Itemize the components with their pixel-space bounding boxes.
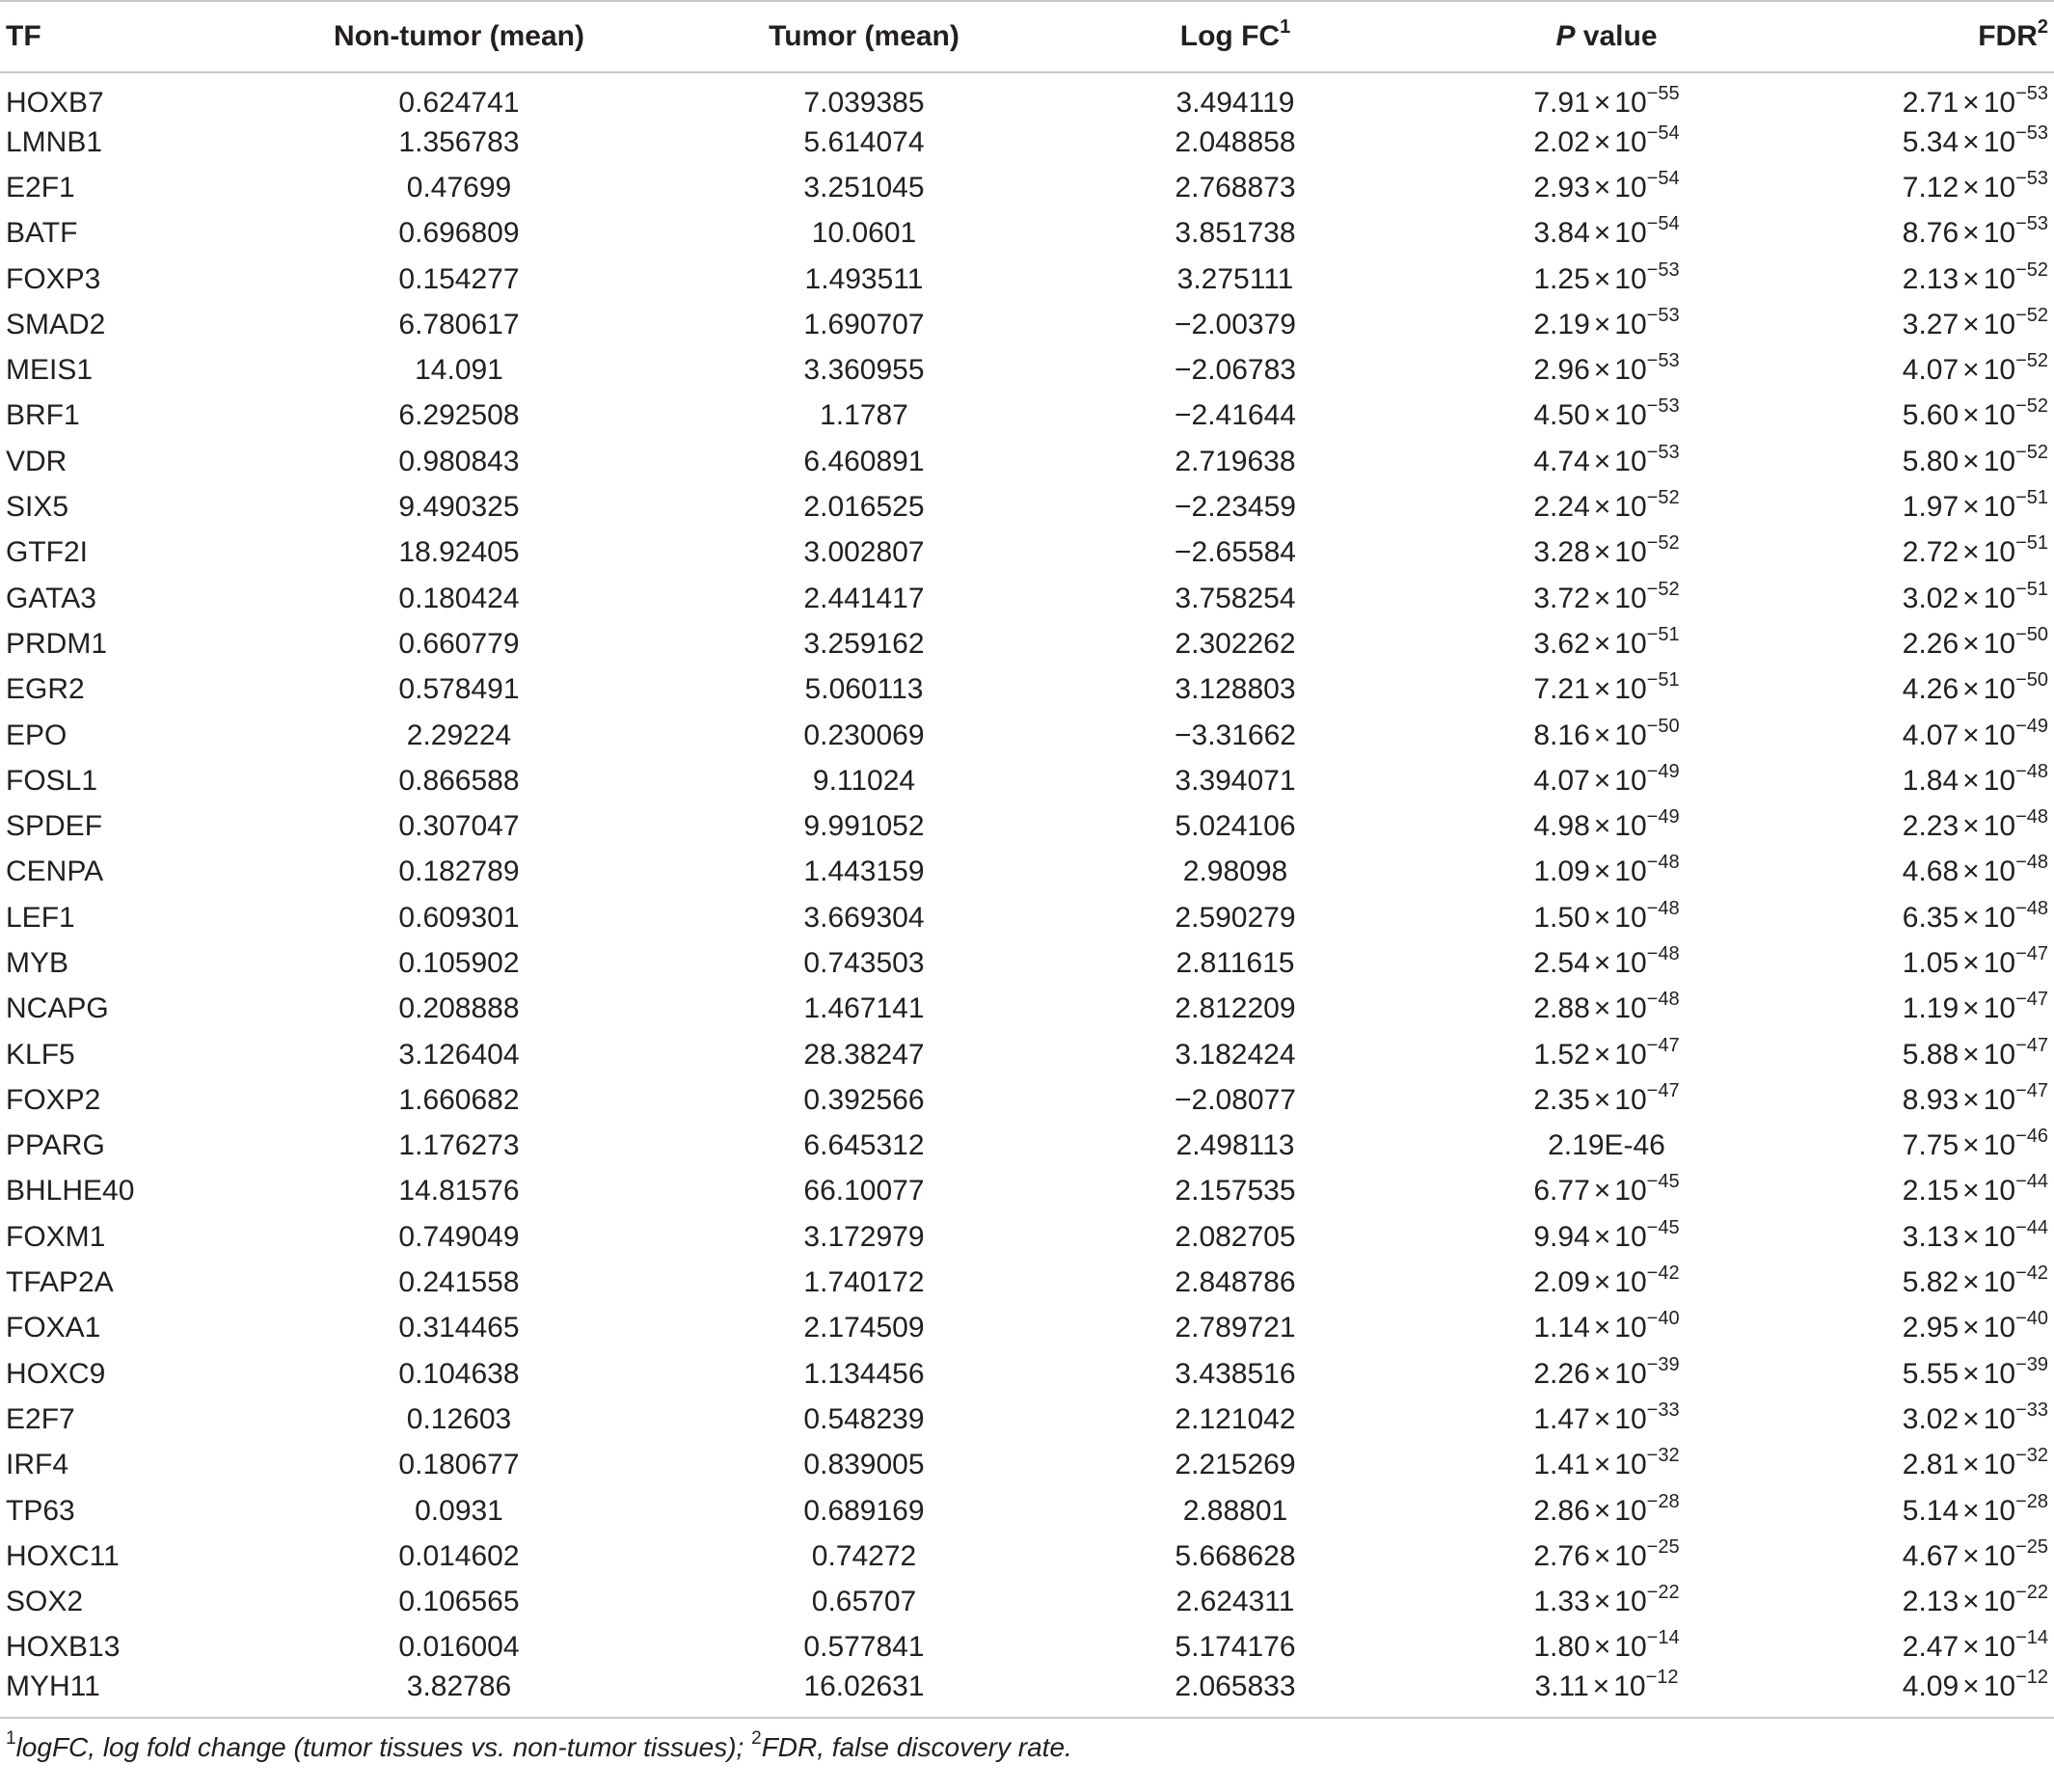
- cell-tumor-mean: 3.251045: [803, 171, 925, 204]
- cell-log-fc: 2.302262: [1175, 627, 1296, 660]
- table-row: [0, 667, 2054, 713]
- cell-fdr: $5.82 \times 10^{-42}$: [1902, 1263, 2048, 1299]
- cell-tf: MYH11: [0, 1670, 247, 1718]
- cell-tumor-mean: 0.230069: [803, 719, 925, 751]
- cell-p-value: $4.50 \times 10^{-53}$: [1533, 395, 1680, 432]
- cell-log-fc: 2.498113: [1176, 1129, 1295, 1162]
- cell-log-fc: −2.23459: [1175, 491, 1296, 524]
- cell-non-tumor-mean: 0.314465: [398, 1312, 520, 1344]
- table-row: [0, 1443, 2054, 1488]
- cell-p-value: $6.77 \times 10^{-45}$: [1533, 1171, 1680, 1208]
- table-row: [0, 895, 2054, 940]
- table-row: [0, 1077, 2054, 1123]
- cell-fdr: $7.12 \times 10^{-53}$: [1902, 167, 2048, 204]
- cell-tf: LEF1: [6, 901, 75, 934]
- cell-non-tumor-mean: 0.47699: [406, 171, 512, 204]
- cell-fdr: $2.23 \times 10^{-48}$: [1902, 806, 2048, 843]
- cell-log-fc: 2.082705: [1175, 1220, 1296, 1253]
- cell-tumor-mean: 0.577841: [803, 1631, 925, 1664]
- cell-tumor-mean: 6.460891: [803, 445, 925, 477]
- cell-fdr: $5.14 \times 10^{-28}$: [1902, 1490, 2048, 1527]
- cell-log-fc: 3.438516: [1175, 1357, 1296, 1390]
- cell-p-value: $2.09 \times 10^{-42}$: [1533, 1263, 1680, 1299]
- cell-fdr: $8.76 \times 10^{-53}$: [1902, 213, 2048, 250]
- cell-p-value: $2.88 \times 10^{-48}$: [1533, 989, 1680, 1025]
- cell-non-tumor-mean: 0.12603: [406, 1402, 512, 1435]
- cell-tf: EPO: [6, 719, 68, 751]
- cell-log-fc: 3.182424: [1175, 1038, 1296, 1071]
- cell-tf: FOXP2: [6, 1083, 101, 1116]
- cell-log-fc: −2.65584: [1175, 536, 1296, 569]
- cell-tf: SMAD2: [6, 308, 106, 340]
- cell-non-tumor-mean: 3.82786: [247, 1670, 671, 1718]
- cell-p-value: $3.72 \times 10^{-52}$: [1533, 578, 1680, 614]
- cell-non-tumor-mean: 0.0931: [415, 1494, 503, 1527]
- cell-tumor-mean: 0.65707: [811, 1586, 917, 1618]
- cell-log-fc: 2.848786: [1175, 1266, 1296, 1299]
- cell-tumor-mean: 10.0601: [811, 217, 917, 250]
- cell-tumor-mean: 5.614074: [803, 125, 925, 158]
- cell-non-tumor-mean: 0.104638: [398, 1357, 520, 1390]
- header-tf: TF: [0, 1, 247, 72]
- cell-log-fc: 2.624311: [1176, 1586, 1295, 1618]
- table-row: [0, 1625, 2054, 1670]
- cell-tumor-mean: 1.443159: [803, 855, 925, 888]
- table-row: [0, 1397, 2054, 1442]
- cell-fdr: $4.68 \times 10^{-48}$: [1902, 852, 2048, 888]
- cell-fdr: $1.84 \times 10^{-48}$: [1902, 760, 2048, 797]
- cell-tumor-mean: 1.1787: [820, 399, 908, 432]
- cell-non-tumor-mean: 18.92405: [398, 536, 520, 569]
- cell-tf: KLF5: [6, 1038, 75, 1071]
- cell-tf: SOX2: [6, 1586, 84, 1618]
- cell-tf: MEIS1: [6, 354, 94, 387]
- header-fdr: FDR$^2$: [1799, 1, 2054, 72]
- cell-p-value: 2.19E-46: [1548, 1129, 1665, 1162]
- cell-tumor-mean: 9.991052: [803, 810, 925, 843]
- cell-p-value: $1.33 \times 10^{-22}$: [1533, 1582, 1680, 1618]
- cell-tf: HOXB13: [6, 1631, 121, 1664]
- cell-tumor-mean: 1.740172: [803, 1266, 925, 1299]
- cell-tf: FOXA1: [6, 1312, 101, 1344]
- cell-log-fc: 2.811615: [1176, 946, 1295, 979]
- header-log-fc: Log $FC^1$: [1057, 1, 1414, 72]
- cell-log-fc: 2.812209: [1175, 992, 1296, 1025]
- cell-fdr: $2.47 \times 10^{-14}$: [1902, 1627, 2048, 1664]
- cell-fdr: $5.80 \times 10^{-52}$: [1902, 441, 2048, 477]
- cell-fdr: $7.75 \times 10^{-46}$: [1902, 1126, 2048, 1162]
- cell-p-value: $4.98 \times 10^{-49}$: [1533, 806, 1680, 843]
- table-row: [0, 530, 2054, 576]
- cell-log-fc: 5.668628: [1175, 1539, 1296, 1572]
- cell-fdr: $4.09 \times 10^{-12}$: [1799, 1670, 2054, 1718]
- cell-p-value: $2.86 \times 10^{-28}$: [1533, 1490, 1680, 1527]
- cell-tumor-mean: 0.392566: [803, 1083, 925, 1116]
- cell-fdr: $3.02 \times 10^{-51}$: [1902, 578, 2048, 614]
- cell-fdr: $2.15 \times 10^{-44}$: [1902, 1171, 2048, 1208]
- cell-tf: PRDM1: [6, 627, 108, 660]
- cell-p-value: $2.76 \times 10^{-25}$: [1533, 1535, 1680, 1572]
- cell-tf: SIX5: [6, 491, 69, 524]
- cell-tumor-mean: 1.690707: [803, 308, 925, 340]
- cell-log-fc: 2.719638: [1175, 445, 1296, 477]
- cell-tumor-mean: 7.039385: [803, 87, 925, 119]
- table-header-row: [0, 1, 2054, 72]
- table-row: [0, 1169, 2054, 1214]
- cell-tf: NCAPG: [6, 992, 109, 1025]
- cell-p-value: $1.25 \times 10^{-53}$: [1533, 258, 1680, 295]
- cell-tumor-mean: 0.839005: [803, 1449, 925, 1481]
- cell-tf: E2F7: [6, 1402, 75, 1435]
- table-row: [0, 1351, 2054, 1397]
- table-row: [0, 165, 2054, 210]
- table-row: [0, 1306, 2054, 1351]
- cell-tf: HOXC11: [6, 1539, 120, 1572]
- cell-tumor-mean: 66.10077: [803, 1175, 925, 1208]
- cell-fdr: $2.72 \times 10^{-51}$: [1902, 532, 2048, 569]
- cell-p-value: $2.35 \times 10^{-47}$: [1533, 1079, 1680, 1116]
- cell-log-fc: 2.157535: [1175, 1175, 1296, 1208]
- cell-log-fc: 2.768873: [1175, 171, 1296, 204]
- table-body: [0, 72, 2054, 1718]
- table-row: [0, 72, 2054, 120]
- cell-tumor-mean: 2.441417: [803, 582, 925, 614]
- cell-tumor-mean: 9.11024: [812, 764, 916, 797]
- cell-p-value: $8.16 \times 10^{-50}$: [1533, 715, 1680, 751]
- table-row: [0, 1488, 2054, 1534]
- cell-tf: BATF: [6, 217, 78, 250]
- header-log-fc-footnote-mark: 1: [1280, 16, 1291, 38]
- header-fdr-footnote-mark: 2: [2037, 16, 2048, 38]
- cell-p-value: $1.52 \times 10^{-47}$: [1533, 1034, 1680, 1071]
- cell-non-tumor-mean: 0.016004: [398, 1631, 520, 1664]
- cell-fdr: $6.35 \times 10^{-48}$: [1902, 897, 2048, 934]
- cell-p-value: $7.21 \times 10^{-51}$: [1533, 669, 1680, 706]
- cell-p-value: $1.50 \times 10^{-48}$: [1533, 897, 1680, 934]
- cell-p-value: $3.84 \times 10^{-54}$: [1533, 213, 1680, 250]
- table-footnote: $^1$logFC, log fold change (tumor tissues vs. non-tumor tissues); $^2$FDR, false discovery rate.: [6, 1728, 1072, 1763]
- table-row: [0, 758, 2054, 803]
- cell-tf: HOXB7: [6, 87, 104, 119]
- cell-log-fc: 2.121042: [1175, 1402, 1296, 1435]
- cell-p-value: $1.80 \times 10^{-14}$: [1533, 1627, 1680, 1664]
- table-row: [0, 1260, 2054, 1305]
- cell-log-fc: −3.31662: [1175, 719, 1296, 751]
- cell-log-fc: 2.048858: [1175, 125, 1296, 158]
- cell-fdr: $2.95 \times 10^{-40}$: [1902, 1308, 2048, 1344]
- table-row: [0, 987, 2054, 1032]
- cell-tf: MYB: [6, 946, 69, 979]
- cell-p-value: $2.96 \times 10^{-53}$: [1533, 350, 1680, 387]
- cell-non-tumor-mean: 0.014602: [398, 1539, 520, 1572]
- cell-non-tumor-mean: 0.307047: [398, 810, 520, 843]
- cell-non-tumor-mean: 2.29224: [406, 719, 512, 751]
- cell-log-fc: 3.494119: [1176, 87, 1295, 119]
- cell-p-value: $2.19 \times 10^{-53}$: [1533, 304, 1680, 340]
- cell-non-tumor-mean: 6.780617: [398, 308, 520, 340]
- cell-log-fc: 2.88801: [1182, 1494, 1288, 1527]
- cell-tf: HOXC9: [6, 1357, 106, 1390]
- cell-non-tumor-mean: 0.105902: [398, 946, 520, 979]
- cell-log-fc: 5.174176: [1175, 1631, 1296, 1664]
- cell-fdr: $5.88 \times 10^{-47}$: [1902, 1034, 2048, 1071]
- cell-non-tumor-mean: 0.578491: [398, 673, 520, 706]
- cell-log-fc: 3.128803: [1175, 673, 1296, 706]
- cell-tf: GATA3: [6, 582, 96, 614]
- cell-log-fc: −2.00379: [1175, 308, 1296, 340]
- cell-p-value: $2.02 \times 10^{-54}$: [1533, 122, 1680, 158]
- cell-log-fc: −2.08077: [1175, 1083, 1296, 1116]
- cell-tumor-mean: 3.259162: [803, 627, 925, 660]
- cell-tumor-mean: 3.172979: [803, 1220, 925, 1253]
- cell-fdr: $5.34 \times 10^{-53}$: [1902, 122, 2048, 158]
- cell-log-fc: 3.758254: [1175, 582, 1296, 614]
- cell-log-fc: −2.41644: [1175, 399, 1296, 432]
- table-row: [0, 940, 2054, 986]
- table-row: [0, 302, 2054, 347]
- cell-p-value: $1.14 \times 10^{-40}$: [1533, 1308, 1680, 1344]
- cell-fdr: $3.02 \times 10^{-33}$: [1902, 1398, 2048, 1435]
- cell-tf: PPARG: [6, 1129, 105, 1162]
- table-row: [0, 1670, 2054, 1718]
- cell-fdr: $4.07 \times 10^{-49}$: [1902, 715, 2048, 751]
- cell-fdr: $5.55 \times 10^{-39}$: [1902, 1353, 2048, 1390]
- cell-p-value: $7.91 \times 10^{-55}$: [1533, 83, 1680, 119]
- cell-non-tumor-mean: 0.241558: [398, 1266, 520, 1299]
- header-non-tumor: Non-tumor (mean): [247, 1, 671, 72]
- cell-non-tumor-mean: 3.126404: [398, 1038, 520, 1071]
- table-row: [0, 803, 2054, 849]
- cell-fdr: $4.26 \times 10^{-50}$: [1902, 669, 2048, 706]
- cell-tf: LMNB1: [6, 125, 103, 158]
- table-row: [0, 713, 2054, 758]
- table-row: [0, 621, 2054, 666]
- table-row: [0, 850, 2054, 895]
- cell-fdr: $4.07 \times 10^{-52}$: [1902, 350, 2048, 387]
- cell-tf: GTF2I: [6, 536, 89, 569]
- cell-fdr: $8.93 \times 10^{-47}$: [1902, 1079, 2048, 1116]
- cell-p-value: $1.47 \times 10^{-33}$: [1533, 1398, 1680, 1435]
- cell-p-value: $4.07 \times 10^{-49}$: [1533, 760, 1680, 797]
- table-row: [0, 1534, 2054, 1579]
- cell-tumor-mean: 0.743503: [803, 946, 925, 979]
- cell-log-fc: 2.065833: [1057, 1670, 1414, 1718]
- cell-fdr: $5.60 \times 10^{-52}$: [1902, 395, 2048, 432]
- cell-tf: SPDEF: [6, 810, 103, 843]
- cell-p-value: $4.74 \times 10^{-53}$: [1533, 441, 1680, 477]
- cell-fdr: $1.19 \times 10^{-47}$: [1902, 989, 2048, 1025]
- cell-tf: FOXM1: [6, 1220, 106, 1253]
- cell-tf: BRF1: [6, 399, 80, 432]
- cell-tumor-mean: 3.669304: [803, 901, 925, 934]
- cell-non-tumor-mean: 1.660682: [398, 1083, 520, 1116]
- cell-tumor-mean: 0.74272: [811, 1539, 917, 1572]
- cell-non-tumor-mean: 0.180677: [398, 1449, 520, 1481]
- cell-fdr: $2.26 \times 10^{-50}$: [1902, 623, 2048, 660]
- cell-fdr: $1.97 \times 10^{-51}$: [1902, 487, 2048, 524]
- cell-tumor-mean: 1.134456: [803, 1357, 925, 1390]
- cell-non-tumor-mean: 14.091: [415, 354, 503, 387]
- cell-non-tumor-mean: 1.356783: [398, 125, 520, 158]
- cell-fdr: $2.71 \times 10^{-53}$: [1902, 83, 2048, 119]
- cell-p-value: $3.62 \times 10^{-51}$: [1533, 623, 1680, 660]
- cell-tumor-mean: 2.016525: [803, 491, 925, 524]
- cell-non-tumor-mean: 0.609301: [398, 901, 520, 934]
- cell-log-fc: 3.394071: [1175, 764, 1296, 797]
- cell-tumor-mean: 28.38247: [803, 1038, 925, 1071]
- table-row: [0, 1214, 2054, 1260]
- cell-non-tumor-mean: 0.154277: [398, 262, 520, 295]
- cell-fdr: $4.67 \times 10^{-25}$: [1902, 1535, 2048, 1572]
- cell-tf: VDR: [6, 445, 68, 477]
- table-row: [0, 257, 2054, 302]
- cell-fdr: $2.13 \times 10^{-22}$: [1902, 1582, 2048, 1618]
- header-p-value: P value: [1414, 1, 1799, 72]
- table-row: [0, 394, 2054, 439]
- cell-fdr: $2.81 \times 10^{-32}$: [1902, 1445, 2048, 1481]
- table-row: [0, 439, 2054, 484]
- cell-non-tumor-mean: 0.660779: [398, 627, 520, 660]
- table-row: [0, 576, 2054, 621]
- cell-tumor-mean: 3.002807: [803, 536, 925, 569]
- cell-tf: E2F1: [6, 171, 75, 204]
- table-row: [0, 347, 2054, 393]
- table-row: [0, 1032, 2054, 1077]
- cell-p-value: $2.54 \times 10^{-48}$: [1533, 942, 1680, 979]
- cell-tf: FOSL1: [6, 764, 98, 797]
- cell-fdr: $2.13 \times 10^{-52}$: [1902, 258, 2048, 295]
- cell-log-fc: 2.98098: [1182, 855, 1288, 888]
- table-row: [0, 1124, 2054, 1169]
- cell-tf: BHLHE40: [6, 1175, 135, 1208]
- cell-tf: EGR2: [6, 673, 85, 706]
- cell-log-fc: 5.024106: [1175, 810, 1296, 843]
- header-tumor: Tumor (mean): [671, 1, 1057, 72]
- cell-log-fc: 2.590279: [1175, 901, 1296, 934]
- table-row: [0, 211, 2054, 257]
- cell-log-fc: −2.06783: [1175, 354, 1296, 387]
- cell-non-tumor-mean: 0.624741: [398, 87, 520, 119]
- cell-tumor-mean: 5.060113: [804, 673, 924, 706]
- cell-non-tumor-mean: 9.490325: [398, 491, 520, 524]
- table-row: [0, 1580, 2054, 1625]
- cell-non-tumor-mean: 0.180424: [398, 582, 520, 614]
- cell-tumor-mean: 6.645312: [803, 1129, 925, 1162]
- cell-non-tumor-mean: 0.749049: [398, 1220, 520, 1253]
- cell-fdr: $3.27 \times 10^{-52}$: [1902, 304, 2048, 340]
- cell-p-value: $1.41 \times 10^{-32}$: [1533, 1445, 1680, 1481]
- cell-p-value: $3.11 \times 10^{-12}$: [1414, 1670, 1799, 1718]
- cell-non-tumor-mean: 0.866588: [398, 764, 520, 797]
- cell-p-value: $2.93 \times 10^{-54}$: [1533, 167, 1680, 204]
- cell-log-fc: 2.215269: [1175, 1449, 1296, 1481]
- cell-tumor-mean: 1.467141: [803, 992, 925, 1025]
- cell-fdr: $1.05 \times 10^{-47}$: [1902, 942, 2048, 979]
- cell-tf: TP63: [6, 1494, 75, 1527]
- cell-tumor-mean: 16.02631: [671, 1670, 1057, 1718]
- cell-log-fc: 3.851738: [1175, 217, 1296, 250]
- table-row: [0, 120, 2054, 165]
- cell-non-tumor-mean: 0.696809: [398, 217, 520, 250]
- cell-log-fc: 3.275111: [1176, 262, 1294, 295]
- cell-non-tumor-mean: 0.106565: [398, 1586, 520, 1618]
- cell-tf: CENPA: [6, 855, 104, 888]
- cell-tumor-mean: 0.548239: [803, 1402, 925, 1435]
- cell-log-fc: 2.789721: [1175, 1312, 1296, 1344]
- cell-p-value: $2.26 \times 10^{-39}$: [1533, 1353, 1680, 1390]
- cell-tumor-mean: 2.174509: [803, 1312, 925, 1344]
- cell-non-tumor-mean: 1.176273: [398, 1129, 520, 1162]
- cell-non-tumor-mean: 0.980843: [398, 445, 520, 477]
- cell-p-value: $1.09 \times 10^{-48}$: [1533, 852, 1680, 888]
- cell-tumor-mean: 1.493511: [804, 262, 924, 295]
- cell-non-tumor-mean: 0.182789: [398, 855, 520, 888]
- cell-tf: FOXP3: [6, 262, 101, 295]
- cell-tumor-mean: 3.360955: [803, 354, 925, 387]
- cell-p-value: $9.94 \times 10^{-45}$: [1533, 1216, 1680, 1253]
- cell-p-value: $3.28 \times 10^{-52}$: [1533, 532, 1680, 569]
- cell-non-tumor-mean: 6.292508: [398, 399, 520, 432]
- table-row: [0, 484, 2054, 529]
- cell-non-tumor-mean: 0.208888: [398, 992, 520, 1025]
- cell-non-tumor-mean: 14.81576: [398, 1175, 520, 1208]
- cell-tf: TFAP2A: [6, 1266, 114, 1299]
- cell-tumor-mean: 0.689169: [803, 1494, 925, 1527]
- cell-p-value: $2.24 \times 10^{-52}$: [1533, 487, 1680, 524]
- cell-tf: IRF4: [6, 1449, 69, 1481]
- cell-fdr: $3.13 \times 10^{-44}$: [1902, 1216, 2048, 1253]
